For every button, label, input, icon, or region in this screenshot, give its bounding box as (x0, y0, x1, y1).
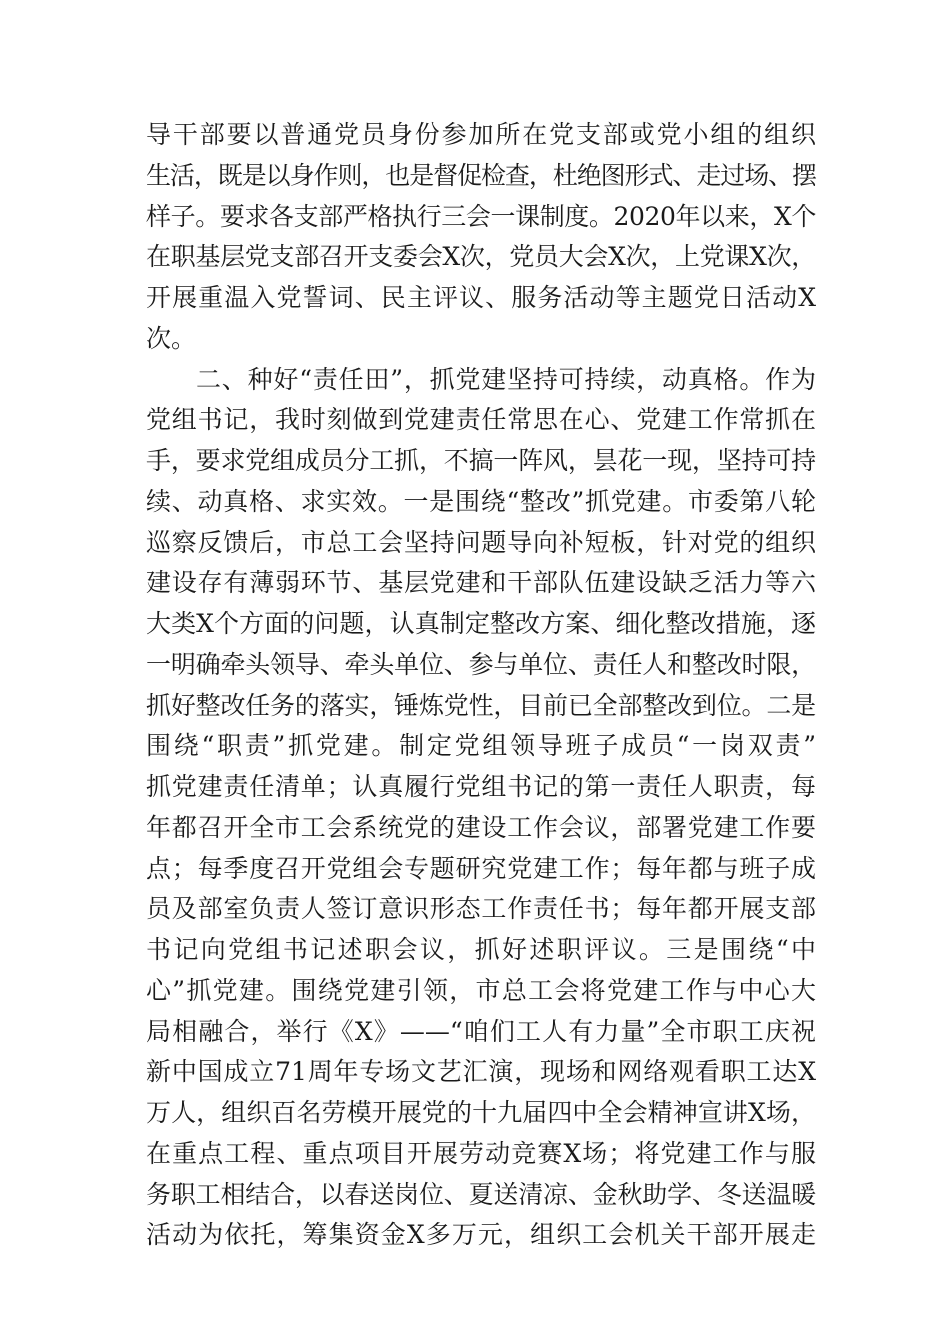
text-line: 抓好整改任务的落实，锤炼党性，目前已全部整改到位。二是 (146, 690, 816, 720)
text-line: 党组书记，我时刻做到党建责任常思在心、党建工作常抓在 (146, 405, 816, 435)
text-line: 建设存有薄弱环节、基层党建和干部队伍建设缺乏活力等六 (146, 568, 816, 598)
text-line: 活动为依托，筹集资金X多万元，组织工会机关干部开展走 (146, 1220, 816, 1250)
body-text (146, 115, 816, 1256)
text-line: 务职工相结合，以春送岗位、夏送清凉、金秋助学、冬送温暖 (146, 1179, 816, 1209)
text-line: 局相融合，举行《X》——“咱们工人有力量”全市职工庆祝 (146, 1016, 816, 1046)
text-line: 年都召开全市工会系统党的建设工作会议，部署党建工作要 (146, 812, 816, 842)
text-line: 在重点工程、重点项目开展劳动竞赛X场；将党建工作与服 (146, 1138, 816, 1168)
text-line: 抓党建责任清单；认真履行党组书记的第一责任人职责，每 (146, 772, 816, 801)
text-line: 书记向党组书记述职会议，抓好述职评议。三是围绕“中 (146, 935, 816, 964)
text-line: 开展重温入党誓词、民主评议、服务活动等主题党日活动X (146, 283, 816, 312)
text-line: 续、动真格、求实效。一是围绕“整改”抓党建。市委第八轮 (146, 486, 816, 516)
text-line: 围绕“职责”抓党建。制定党组领导班子成员“一岗双责” (146, 731, 816, 761)
text-line: 新中国成立71周年专场文艺汇演，现场和网络观看职工达X (146, 1057, 816, 1087)
text-line: 员及部室负责人签订意识形态工作责任书；每年都开展支部 (146, 894, 816, 924)
text-line: 生活，既是以身作则，也是督促检查，杜绝图形式、走过场、摆 (146, 160, 816, 190)
text-line: 万人，组织百名劳模开展党的十九届四中全会精神宣讲X场， (146, 1098, 816, 1127)
text-line: 点；每季度召开党组会专题研究党建工作；每年都与班子成 (146, 853, 816, 883)
text-line: 一明确牵头领导、牵头单位、参与单位、责任人和整改时限， (146, 649, 816, 679)
text-line: 在职基层党支部召开支委会X次，党员大会X次，上党课X次， (146, 242, 816, 272)
text-line: 心”抓党建。围绕党建引领，市总工会将党建工作与中心大 (146, 975, 816, 1005)
text-line: 次。 (146, 323, 197, 353)
text-line: 巡察反馈后，市总工会坚持问题导向补短板，针对党的组织 (146, 527, 816, 557)
text-line: 二、种好“责任田”，抓党建坚持可持续，动真格。作为 (196, 364, 816, 394)
text-line: 手，要求党组成员分工抓，不搞一阵风，昙花一现，坚持可持 (146, 446, 816, 475)
text-line: 导干部要以普通党员身份参加所在党支部或党小组的组织 (146, 120, 816, 149)
text-line: 样子。要求各支部严格执行三会一课制度。2020年以来，X个 (146, 201, 816, 231)
text-line: 大类X个方面的问题，认真制定整改方案、细化整改措施，逐 (146, 609, 816, 638)
